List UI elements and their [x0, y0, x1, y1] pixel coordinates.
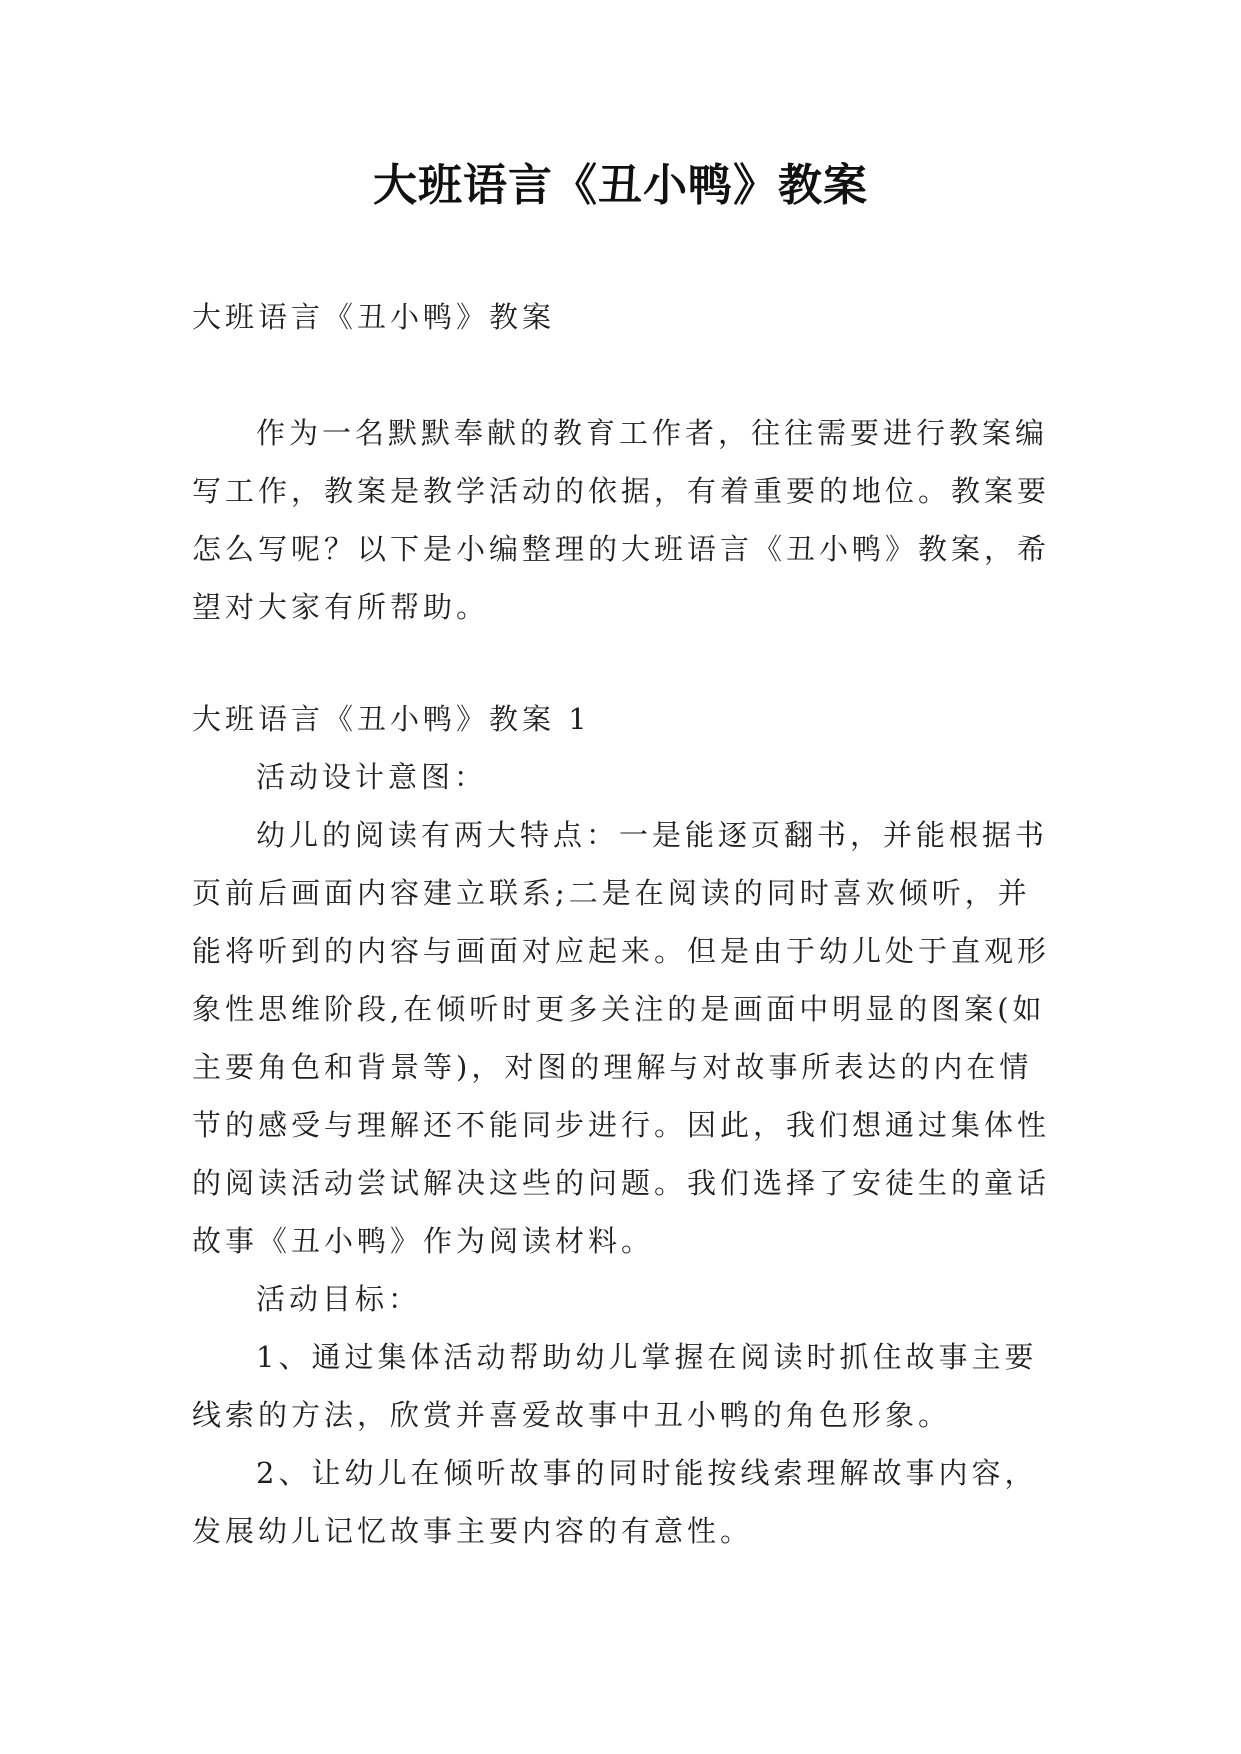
intro-line: 怎么写呢？以下是小编整理的大班语言《丑小鸭》教案，希 — [192, 532, 1051, 566]
design-intent-line: 故事《丑小鸭》作为阅读材料。 — [192, 1224, 655, 1258]
goal-line: 2、让幼儿在倾听故事的同时能按线索理解故事内容， — [256, 1456, 1038, 1490]
section-1 — [192, 690, 1060, 1560]
goal-line: 1、通过集体活动帮助幼儿掌握在阅读时抓住故事主要 — [256, 1340, 1038, 1374]
design-intent-line: 的阅读活动尝试解决这些的问题。我们选择了安徒生的童话 — [192, 1166, 1051, 1200]
design-intent-label: 活动设计意图： — [256, 760, 488, 794]
section-heading: 大班语言《丑小鸭》教案 1 — [192, 702, 591, 736]
design-intent-line: 能将听到的内容与画面对应起来。但是由于幼儿处于直观形 — [192, 934, 1051, 968]
design-intent-line: 节的感受与理解还不能同步进行。因此，我们想通过集体性 — [192, 1108, 1051, 1142]
intro-line: 作为一名默默奉献的教育工作者，往往需要进行教案编 — [256, 416, 1049, 450]
document-subtitle — [192, 288, 1060, 346]
goal-line: 线索的方法，欣赏并喜爱故事中丑小鸭的角色形象。 — [192, 1398, 952, 1432]
intro-paragraph — [192, 404, 1060, 636]
goals-label: 活动目标： — [256, 1282, 422, 1316]
intro-line: 写工作，教案是教学活动的依据，有着重要的地位。教案要 — [192, 474, 1051, 508]
goal-line: 发展幼儿记忆故事主要内容的有意性。 — [192, 1514, 754, 1548]
design-intent-line: 主要角色和背景等)，对图的理解与对故事所表达的内在情 — [192, 1050, 1033, 1084]
design-intent-line: 幼儿的阅读有两大特点：一是能逐页翻书，并能根据书 — [256, 818, 1049, 852]
design-intent-line: 页前后画面内容建立联系;二是在阅读的同时喜欢倾听，并 — [192, 876, 1031, 910]
design-intent-line: 象性思维阶段,在倾听时更多关注的是画面中明显的图案(如 — [192, 992, 1046, 1026]
document-title: 大班语言《丑小鸭》教案 — [373, 160, 868, 211]
intro-line: 望对大家有所帮助。 — [192, 590, 490, 624]
subtitle-text: 大班语言《丑小鸭》教案 — [192, 300, 556, 334]
